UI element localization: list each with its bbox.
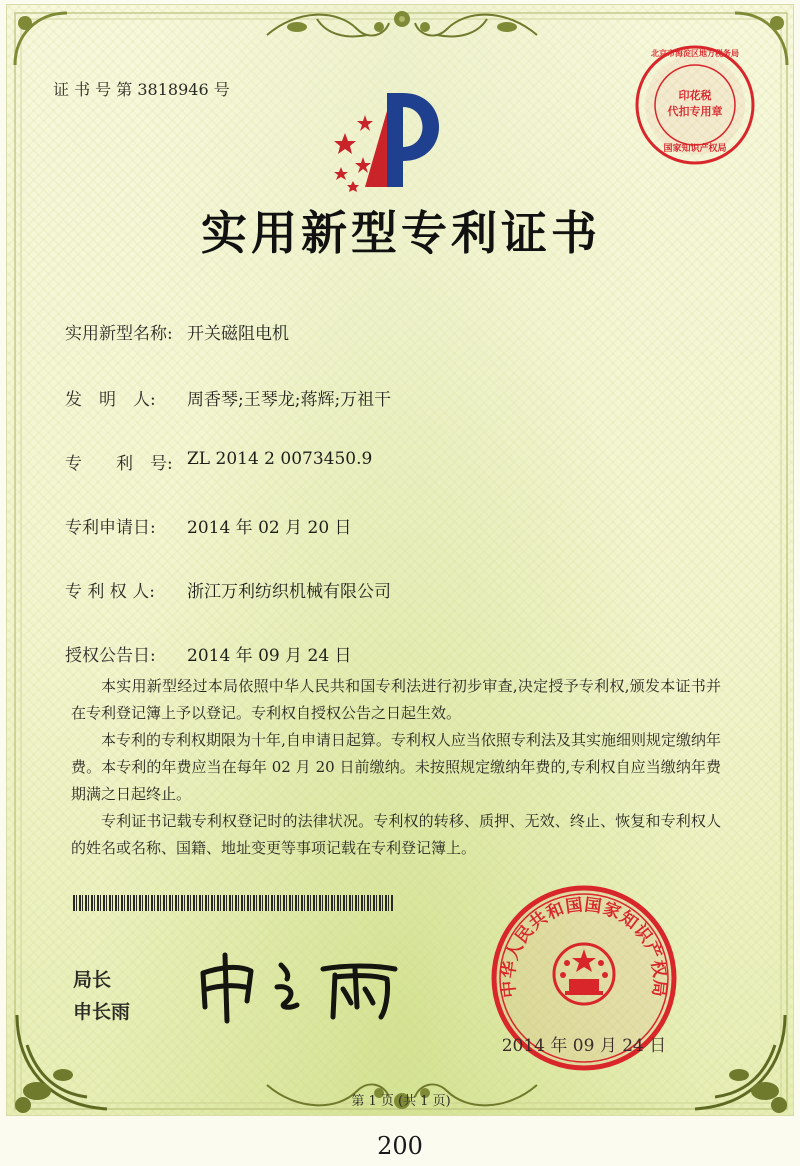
body-paragraph-2: 本专利的专利权期限为十年,自申请日起算。专利权人应当依照专利法及其实施细则规定缴纳年费。本专利的年费应当在每年 02 月 20 日前缴纳。未按照规定缴纳年费的,专利权自应当缴纳年费期满之日起终止。 xyxy=(71,731,721,803)
certificate-title: 实用新型专利证书 xyxy=(201,206,601,260)
field-label-grant-announcement-date: 授权公告日: xyxy=(65,646,156,666)
seal-ring-text: 中华人民共和国国家知识产权局 xyxy=(498,895,670,999)
tax-stamp-bottom-text: 国家知识产权局 xyxy=(663,144,727,154)
certificate-number-value: 3818946 xyxy=(137,80,209,99)
page-indicator: 第 1 页 (共 1 页) xyxy=(351,1094,451,1109)
scan-page-number: 200 xyxy=(377,1132,423,1160)
field-value-utility-model-name: 开关磁阻电机 xyxy=(187,324,289,344)
barcode xyxy=(73,895,393,911)
tax-stamp xyxy=(633,43,757,167)
field-label-utility-model-name: 实用新型名称: xyxy=(65,324,173,344)
patent-certificate xyxy=(6,4,794,1116)
certificate-number-suffix: 号 xyxy=(213,80,230,99)
national-emblem-icon xyxy=(549,941,619,1007)
field-value-patent-number: ZL 2014 2 0073450.9 xyxy=(187,449,373,469)
field-label-patent-number: 专 利 号: xyxy=(65,454,173,474)
certificate-number xyxy=(53,77,230,100)
cnipa-logo-icon xyxy=(325,87,455,197)
field-value-grant-announcement-date: 2014 年 09 月 24 日 xyxy=(187,646,352,666)
director-name: 申长雨 xyxy=(73,1001,131,1023)
body-paragraph-3: 专利证书记载专利权登记时的法律状况。专利权的转移、质押、无效、终止、恢复和专利权人的姓名或名称、国籍、地址变更等事项记载在专利登记簿上。 xyxy=(71,812,721,857)
top-ornament xyxy=(257,5,547,49)
seal-date: 2014 年 09 月 24 日 xyxy=(501,1036,667,1056)
director-title: 局长 xyxy=(73,969,112,991)
field-value-application-date: 2014 年 02 月 20 日 xyxy=(187,518,352,538)
field-label-application-date: 专利申请日: xyxy=(65,518,156,538)
field-label-inventors: 发 明 人: xyxy=(65,390,156,410)
official-seal xyxy=(489,883,679,1073)
field-label-patentee: 专 利 权 人: xyxy=(65,582,155,602)
field-value-inventors: 周香琴;王琴龙;蒋辉;万祖干 xyxy=(187,390,392,410)
body-paragraph-1: 本实用新型经过本局依照中华人民共和国专利法进行初步审查,决定授予专利权,颁发本证书并在专利登记簿上予以登记。专利权自授权公告之日起生效。 xyxy=(71,677,721,722)
tax-stamp-inner-line1: 印花税 xyxy=(678,89,712,102)
tax-stamp-inner-line2: 代扣专用章 xyxy=(667,105,723,118)
certificate-number-label: 证 书 号 第 xyxy=(53,80,133,99)
tax-stamp-outer-text: 北京市海淀区地方税务局 xyxy=(651,48,739,58)
field-value-patentee: 浙江万利纺织机械有限公司 xyxy=(187,582,391,602)
director-signature xyxy=(185,945,425,1025)
corner-ornament-top-left xyxy=(7,5,77,75)
